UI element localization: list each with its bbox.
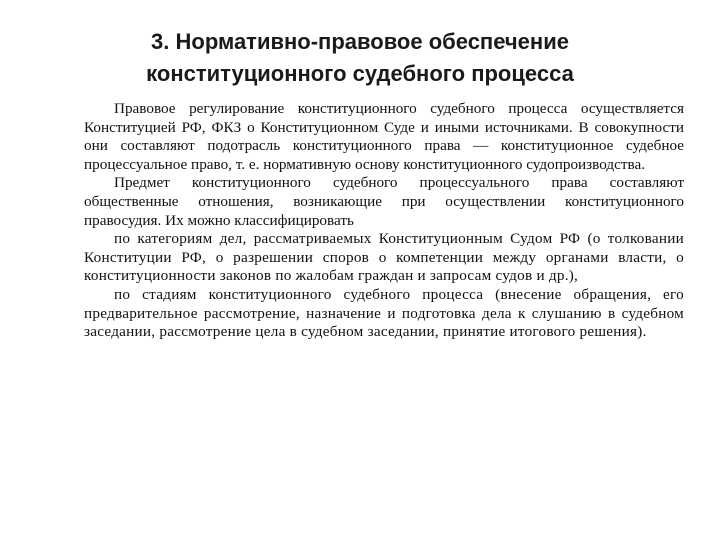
paragraph-by-process-stage: по стадиям конституционного судебного процесса (внесение обращения, его предварительное рассмотрение, назначение и подготовка дела к слушанию в судебном заседании, рассмотрение цела в судебном заседании, принятие итогового решения).	[84, 285, 684, 341]
paragraph-subject-of-law: Предмет конституционного судебного процессуального права составляют общественные отношения, возникающие при осуществлении конституционного правосудия. Их можно классифицировать	[84, 174, 684, 229]
slide-body	[84, 100, 684, 342]
slide-title	[70, 26, 650, 90]
slide-title-line-1: 3. Нормативно-правовое обеспечение	[151, 29, 569, 54]
paragraph-by-case-category: по категориям дел, рассматриваемых Конституционным Судом РФ (о толковании Конституции РФ, о разрешении споров о компетенции между органами власти, о конституционности законов по жалобам граждан и запросам судов и др.),	[84, 230, 684, 285]
paragraph-legal-regulation: Правовое регулирование конституционного судебного процесса осуществляется Конституцией РФ, ФКЗ о Конституционном Суде и иными источниками. В совокупности они составляют подотрасль конституционного права — конституционное судебное процессуальное право, т. е. нормативную основу конституционного судопроизводства.	[84, 100, 684, 173]
slide-title-line-2: конституционного судебного процесса	[146, 61, 574, 86]
